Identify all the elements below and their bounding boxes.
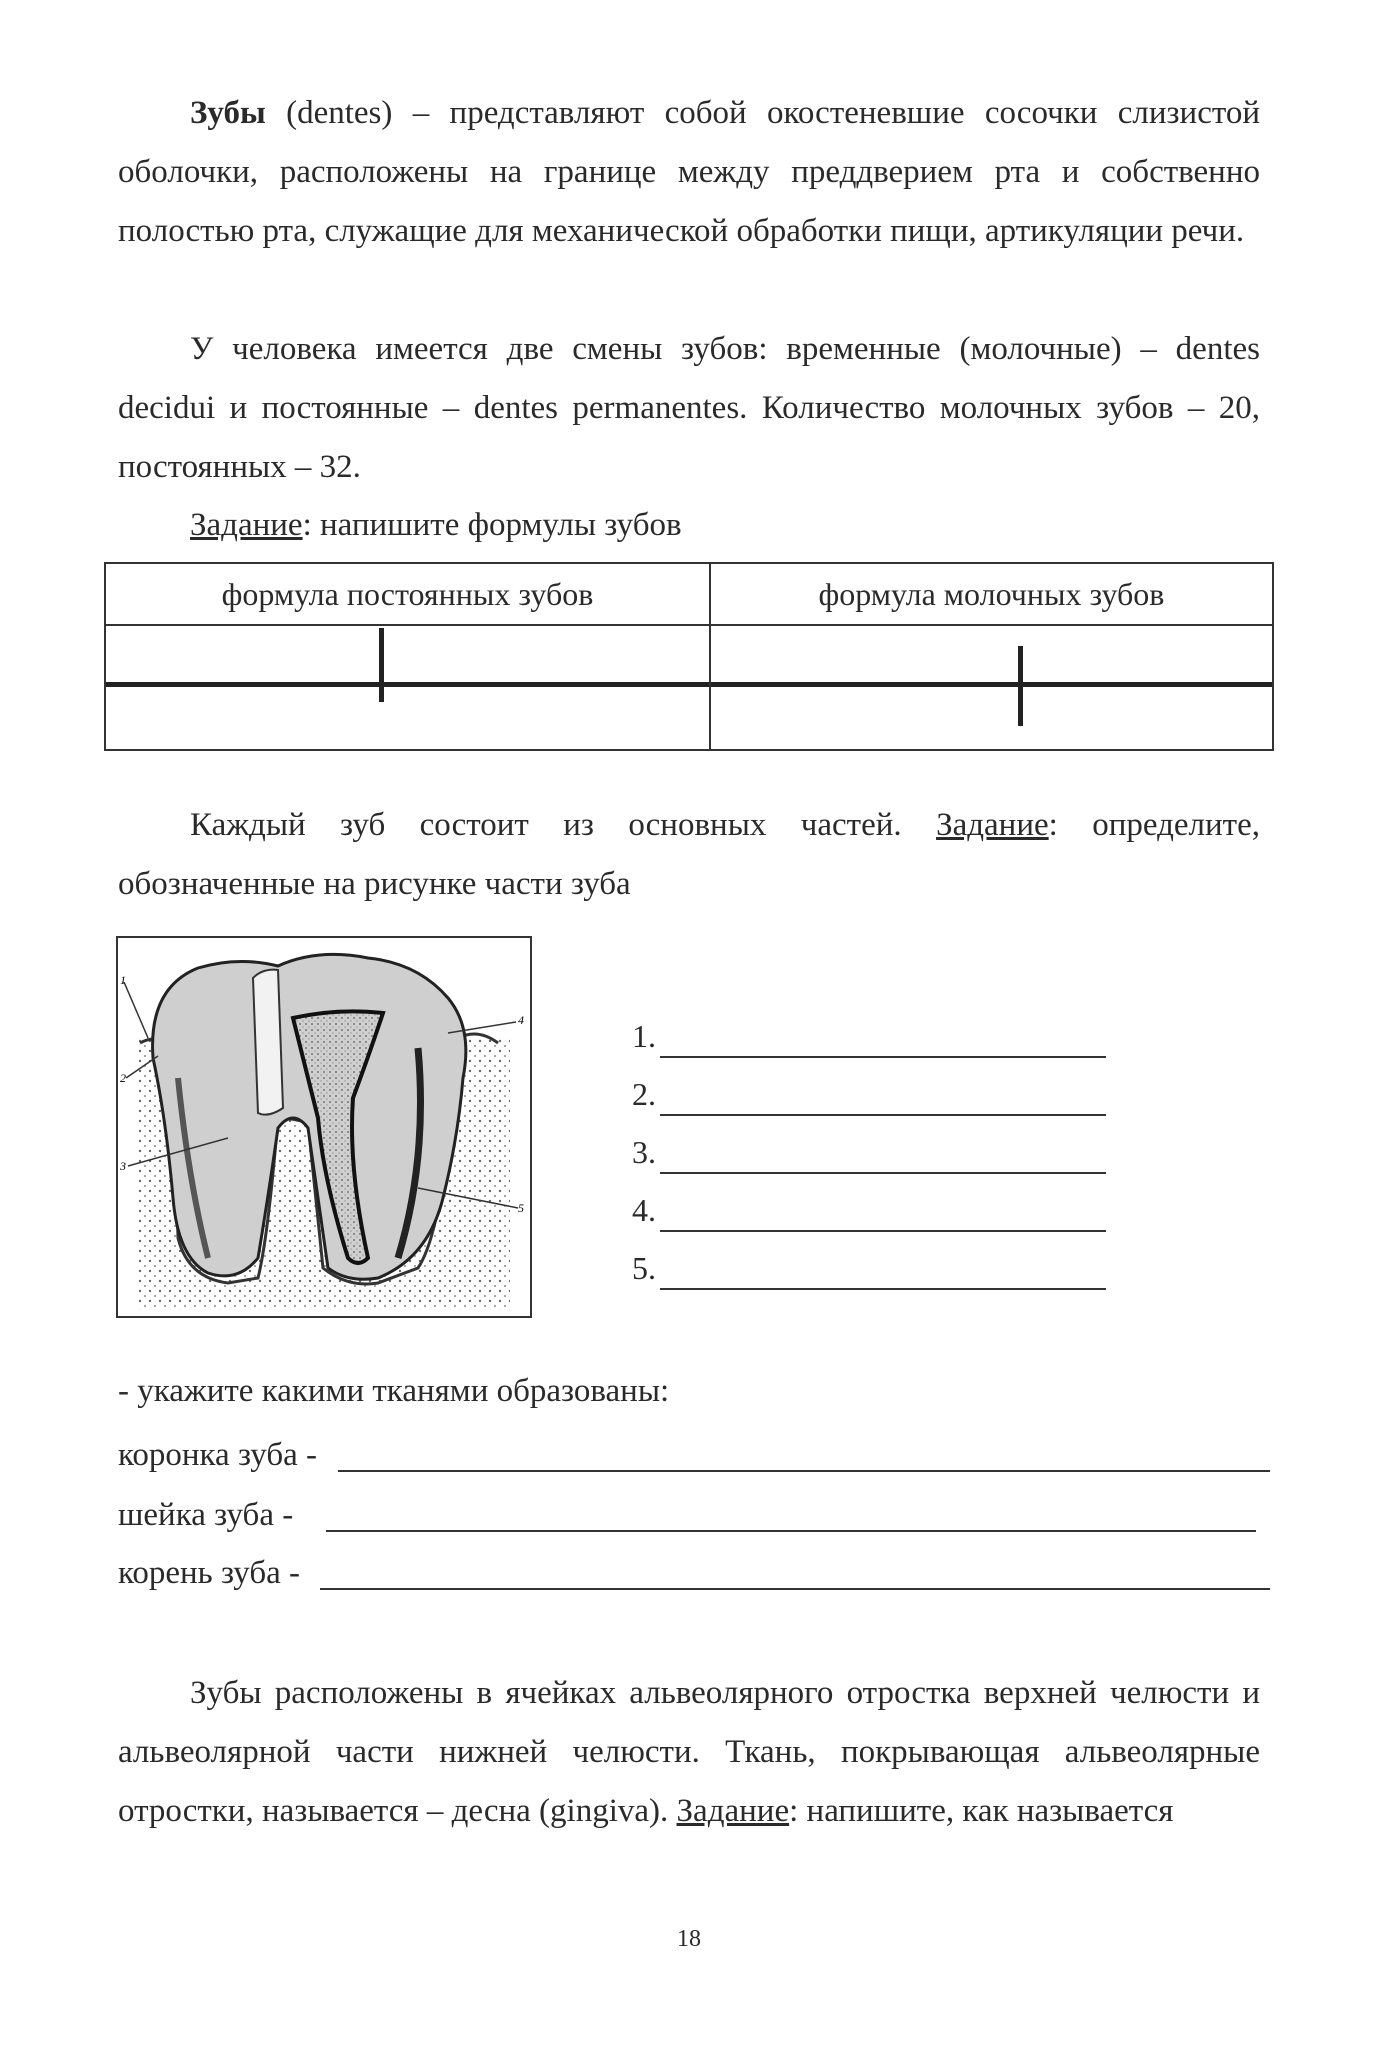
formula-deciduous-hline bbox=[711, 682, 1272, 687]
intro-term: Зубы bbox=[190, 95, 266, 131]
part-answer-5[interactable] bbox=[660, 1254, 1106, 1290]
part-answer-1[interactable] bbox=[660, 1022, 1106, 1058]
task-label: Задание bbox=[190, 507, 303, 543]
task-formula bbox=[118, 496, 1260, 555]
intro-text: (dentes) – представляют собой окостеневшие сосочки слизистой оболочки, расположены на границе между преддверием рта и собственно полостью рта, служащие для механической обработки пищи, артикуляции речи. bbox=[118, 95, 1260, 249]
formula-permanent-header: формула постоянных зубов bbox=[105, 563, 710, 625]
part-number-5: 5. bbox=[632, 1250, 656, 1286]
tooth-parts-task-label: Задание bbox=[936, 807, 1049, 843]
tooth-parts-paragraph bbox=[118, 796, 1260, 914]
formula-deciduous-vline bbox=[1018, 646, 1023, 726]
callout-5: 5 bbox=[518, 1201, 524, 1215]
part-answer-4[interactable] bbox=[660, 1196, 1106, 1232]
crown-label: коронка зуба - bbox=[118, 1437, 318, 1473]
alveolar-task-label: Задание bbox=[676, 1793, 790, 1829]
formula-table bbox=[104, 562, 1274, 751]
neck-label: шейка зуба - bbox=[118, 1497, 294, 1533]
formula-deciduous-header: формула молочных зубов bbox=[710, 563, 1273, 625]
part-number-3: 3. bbox=[632, 1134, 656, 1170]
callout-line-1 bbox=[124, 982, 148, 1038]
part-row-5 bbox=[632, 1246, 1106, 1290]
callout-3: 3 bbox=[120, 1159, 126, 1173]
root-answer-line[interactable] bbox=[320, 1586, 1270, 1590]
part-row-1 bbox=[632, 1014, 1106, 1058]
formula-permanent-hline bbox=[106, 682, 709, 687]
part-number-1: 1. bbox=[632, 1018, 656, 1054]
part-answer-2[interactable] bbox=[660, 1080, 1106, 1116]
part-number-4: 4. bbox=[632, 1192, 656, 1228]
formula-permanent-vline bbox=[379, 628, 384, 702]
task-text: : напишите формулы зубов bbox=[302, 507, 682, 543]
intro-paragraph bbox=[118, 84, 1260, 261]
tissues-heading: - укажите какими тканями образованы: bbox=[118, 1373, 670, 1409]
crown-answer-line[interactable] bbox=[338, 1468, 1270, 1472]
formula-permanent-cell[interactable] bbox=[105, 625, 710, 750]
callout-2: 2 bbox=[120, 1071, 126, 1085]
part-row-3 bbox=[632, 1130, 1106, 1174]
tooth-figure bbox=[116, 936, 532, 1318]
alveolar-paragraph bbox=[118, 1664, 1260, 1841]
alveolar-text: Зубы расположены в ячейках альвеолярного отростка верхней челюсти и альвеолярной части нижней челюсти. Ткань, покрывающая альвеолярные отростки, называется – десна (gingiva). bbox=[118, 1675, 1260, 1829]
page-number: 18 bbox=[677, 1926, 701, 1952]
root-label: корень зуба - bbox=[118, 1555, 301, 1591]
neck-answer-line[interactable] bbox=[326, 1528, 1256, 1532]
tooth-parts-task-text: : определите, обозначенные на рисунке части зуба bbox=[118, 807, 1260, 902]
part-row-4 bbox=[632, 1188, 1106, 1232]
callout-4: 4 bbox=[518, 1013, 524, 1027]
part-row-2 bbox=[632, 1072, 1106, 1116]
enamel-cusp bbox=[253, 970, 283, 1115]
part-number-2: 2. bbox=[632, 1076, 656, 1112]
part-answer-3[interactable] bbox=[660, 1138, 1106, 1174]
formula-deciduous-cell[interactable] bbox=[710, 625, 1273, 750]
tooth-illustration bbox=[118, 938, 530, 1316]
callout-1: 1 bbox=[120, 973, 126, 987]
alveolar-task-text: : напишите, как называется bbox=[789, 1793, 1174, 1829]
tooth-sets-paragraph: У человека имеется две смены зубов: временные (молочные) – dentes decidui и постоянные – dentes permanentes. Количество молочных зубов – 20, постоянных – 32. bbox=[118, 331, 1260, 485]
tooth-parts-text: Каждый зуб состоит из основных частей. bbox=[190, 807, 937, 843]
